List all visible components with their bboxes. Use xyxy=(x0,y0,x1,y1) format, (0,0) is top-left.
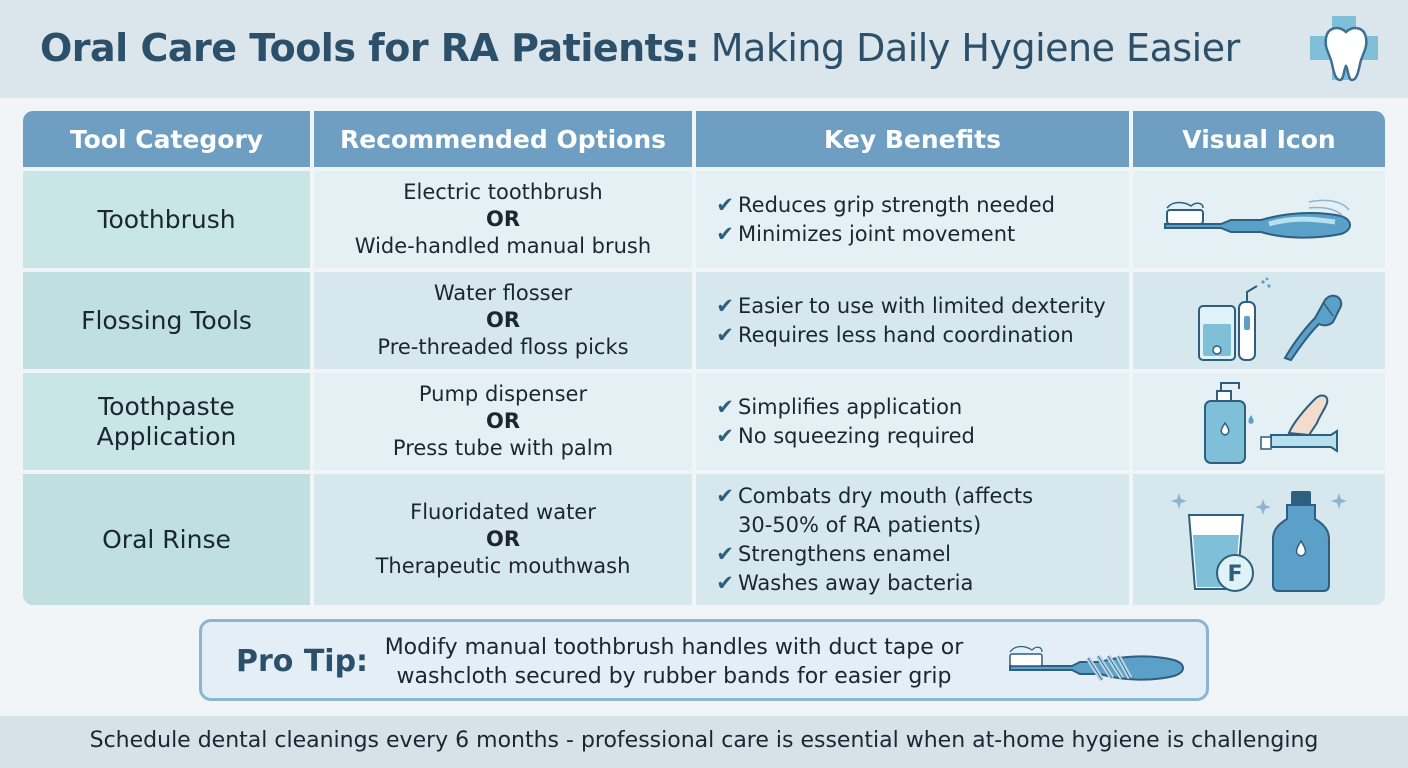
category-label: Toothpaste xyxy=(98,391,235,421)
check-icon: ✔ xyxy=(716,541,734,566)
check-icon: ✔ xyxy=(716,394,734,419)
pro-tip-box xyxy=(199,619,1209,701)
benefit-text: Washes away bacteria xyxy=(738,570,974,595)
option-b: Pre-threaded floss picks xyxy=(377,335,629,359)
option-a: Electric toothbrush xyxy=(403,180,603,204)
benefit-item xyxy=(712,191,1055,220)
svg-text:F: F xyxy=(1227,561,1243,587)
check-icon: ✔ xyxy=(716,570,734,595)
title-light: Making Daily Hygiene Easier xyxy=(710,26,1240,70)
benefit-item xyxy=(712,540,951,569)
option-b: Wide-handled manual brush xyxy=(354,234,652,258)
option-a: Fluoridated water xyxy=(410,500,596,524)
category-label: Toothbrush xyxy=(97,204,236,234)
check-icon: ✔ xyxy=(716,221,734,246)
column-header-visual-icon: Visual Icon xyxy=(1133,111,1385,167)
icon-cell xyxy=(1133,272,1385,369)
benefit-text: Requires less hand coordination xyxy=(738,322,1074,347)
option-b: Press tube with palm xyxy=(392,436,614,460)
check-icon: ✔ xyxy=(716,293,734,318)
benefits-cell xyxy=(696,373,1129,470)
benefit-text: Simplifies application xyxy=(738,394,963,419)
benefits-cell xyxy=(696,171,1129,268)
benefit-item xyxy=(712,321,1074,350)
icon-cell xyxy=(1133,171,1385,268)
benefit-text: Minimizes joint movement xyxy=(738,221,1016,246)
benefit-item xyxy=(712,569,973,598)
options-cell xyxy=(314,171,692,268)
column-header-key-benefits: Key Benefits xyxy=(696,111,1129,167)
benefit-text: Combats dry mouth (affects xyxy=(738,483,1034,508)
category-cell xyxy=(23,474,310,605)
benefit-item xyxy=(712,292,1106,321)
tools-table xyxy=(23,111,1385,605)
water-flosser-floss-pick-icon xyxy=(1169,276,1349,366)
category-label: Oral Rinse xyxy=(102,524,231,554)
or-label: OR xyxy=(485,207,521,231)
or-label: OR xyxy=(485,527,521,551)
footer-bar xyxy=(0,716,1408,768)
category-cell xyxy=(23,272,310,369)
benefit-item xyxy=(712,393,962,422)
options-cell xyxy=(314,272,692,369)
benefit-text: No squeezing required xyxy=(738,423,975,448)
benefit-text: Reduces grip strength needed xyxy=(738,192,1055,217)
title-bold: Oral Care Tools for RA Patients: xyxy=(40,26,700,70)
pro-tip-line: washcloth secured by rubber bands for easier grip xyxy=(396,664,952,689)
benefit-text-continued: 30-50% of RA patients) xyxy=(738,512,982,537)
taped-toothbrush-icon xyxy=(1006,640,1186,684)
category-cell xyxy=(23,171,310,268)
options-cell xyxy=(314,373,692,470)
check-icon: ✔ xyxy=(716,192,734,217)
benefit-item xyxy=(712,422,975,451)
pro-tip-label: Pro Tip: xyxy=(236,644,369,679)
footer-text: Schedule dental cleanings every 6 months - professional care is essential when at-home hygiene is challenging xyxy=(89,728,1319,753)
option-a: Water flosser xyxy=(433,281,573,305)
page-title xyxy=(40,26,1240,70)
benefits-cell xyxy=(696,474,1129,605)
icon-cell xyxy=(1133,373,1385,470)
fluoride-glass-mouthwash-icon xyxy=(1169,485,1349,595)
check-icon: ✔ xyxy=(716,423,734,448)
column-header-tool-category: Tool Category xyxy=(23,111,310,167)
pump-dispenser-palm-tube-icon xyxy=(1169,377,1349,467)
icon-cell xyxy=(1133,474,1385,605)
category-cell xyxy=(23,373,310,470)
options-cell xyxy=(314,474,692,605)
or-label: OR xyxy=(485,409,521,433)
benefit-text: Strengthens enamel xyxy=(738,541,951,566)
category-label: Application xyxy=(96,421,237,451)
check-icon: ✔ xyxy=(716,483,734,508)
benefit-item xyxy=(712,482,1033,511)
benefit-item xyxy=(712,220,1015,249)
pro-tip-text xyxy=(374,633,974,691)
option-a: Pump dispenser xyxy=(418,382,588,406)
benefits-cell xyxy=(696,272,1129,369)
electric-toothbrush-icon xyxy=(1159,190,1359,250)
column-header-recommended-options: Recommended Options xyxy=(314,111,692,167)
benefit-text: Easier to use with limited dexterity xyxy=(738,293,1106,318)
tooth-plus-icon xyxy=(1306,10,1386,86)
pro-tip-line: Modify manual toothbrush handles with duct tape or xyxy=(384,635,964,660)
option-b: Therapeutic mouthwash xyxy=(375,554,631,578)
or-label: OR xyxy=(485,308,521,332)
check-icon: ✔ xyxy=(716,322,734,347)
category-label: Flossing Tools xyxy=(81,305,252,335)
header-bar xyxy=(0,0,1408,98)
